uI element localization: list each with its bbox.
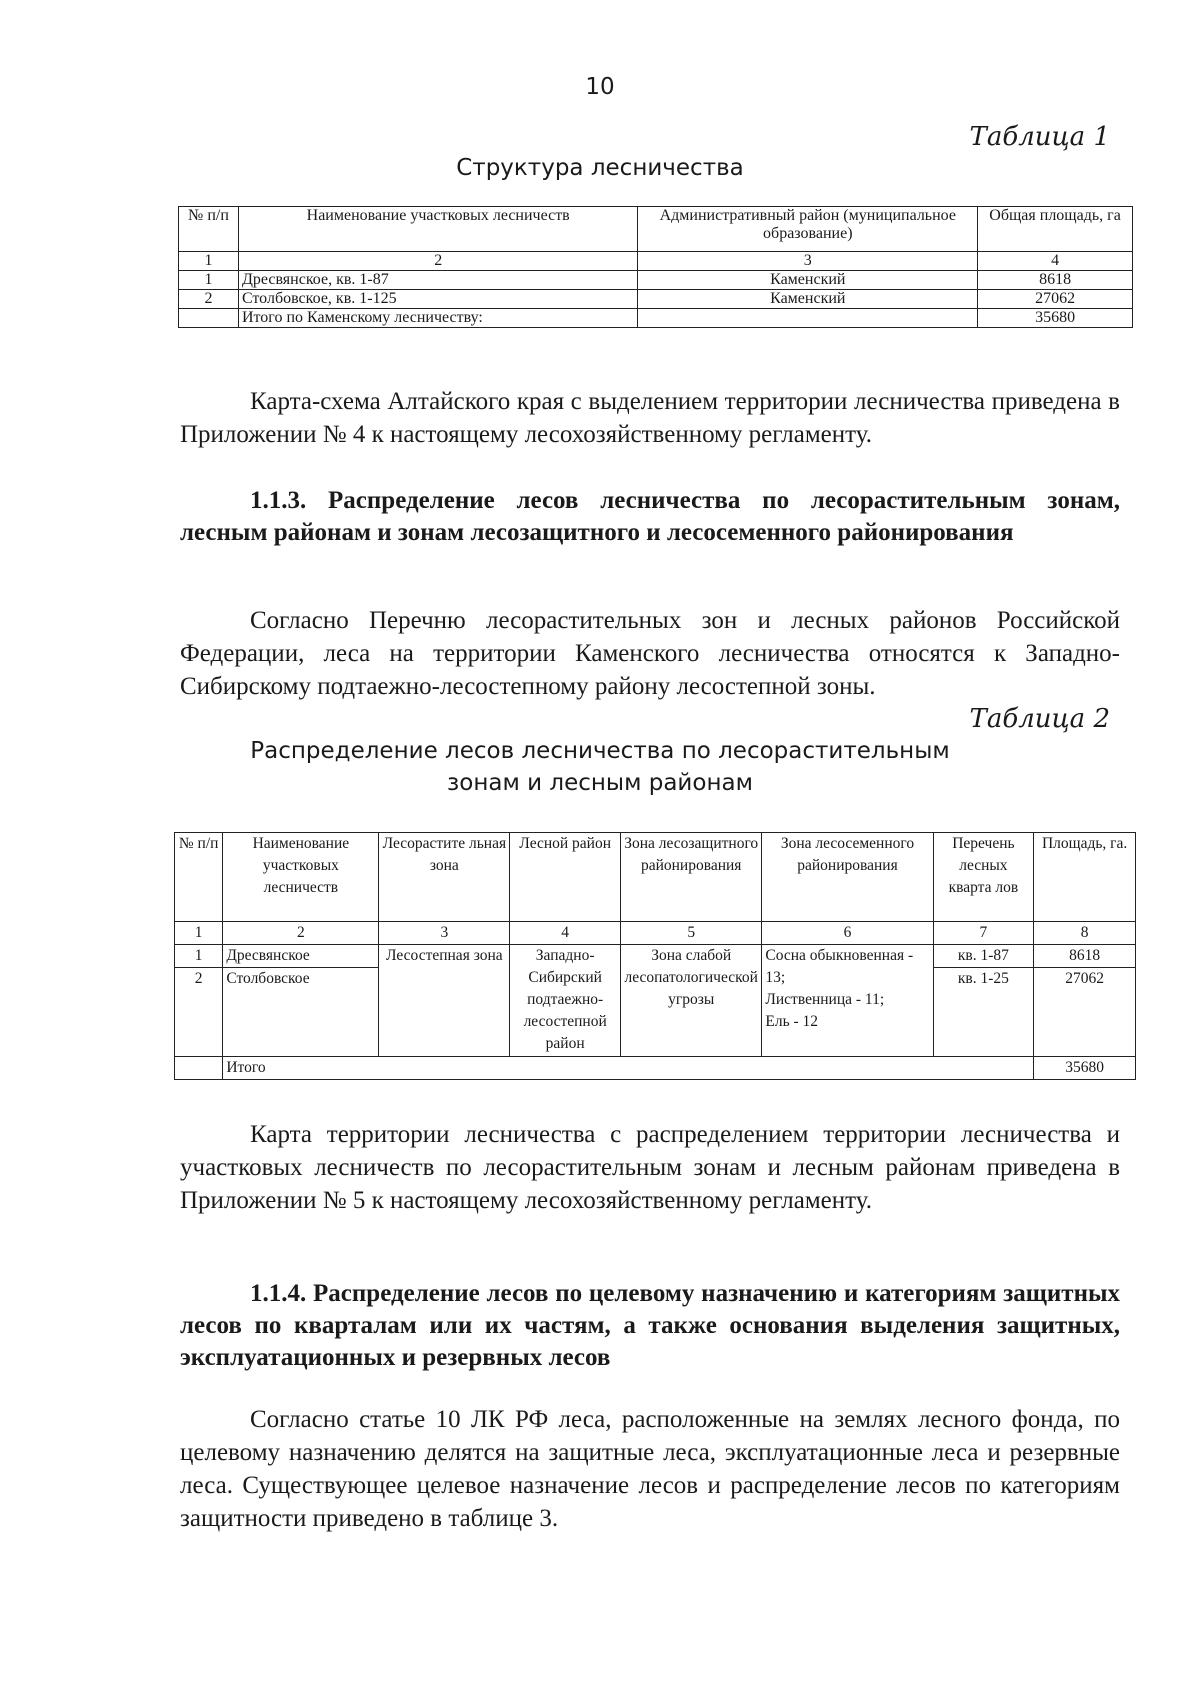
table1-header-area: Общая площадь, га bbox=[978, 207, 1133, 252]
table2-cell-quarters: кв. 1-25 bbox=[933, 968, 1034, 1057]
table2-colnum: 5 bbox=[621, 922, 762, 945]
table2-colnum: 3 bbox=[379, 922, 510, 945]
table2-cell-area: 8618 bbox=[1034, 945, 1136, 968]
table1-header-no: № п/п bbox=[179, 207, 239, 252]
table2-cell-seed bbox=[762, 945, 933, 1057]
paragraph-forest-zones: Согласно Перечню лесорастительных зон и лесных районов Российской Федерации, леса на территории Каменского лесничества относятся к Западно-Сибирскому подтаежно-лесостепному району лесостепной зоны. bbox=[180, 607, 1120, 700]
table2-header-zone: Лесорастите льная зона bbox=[379, 833, 510, 922]
table1-cell-name: Столбовское, кв. 1-125 bbox=[238, 290, 638, 309]
section-heading-1-1-3: 1.1.3. Распределение лесов лесничества по лесорастительным зонам, лесным районам и зонам лесозащитного и лесосеменного районирования bbox=[180, 487, 1120, 546]
table2-cell-protect: Зона слабой лесопатологической угрозы bbox=[621, 945, 762, 1057]
table2-cell-region: Западно-Сибирский подтаежно-лесостепной район bbox=[510, 945, 621, 1057]
table2-seed-line: Ель - 12 bbox=[765, 1013, 819, 1030]
table1-colnum: 1 bbox=[179, 252, 239, 271]
table2 bbox=[174, 832, 1136, 1080]
table1-colnum: 4 bbox=[978, 252, 1133, 271]
table2-colnum: 2 bbox=[223, 922, 379, 945]
table2-total-area: 35680 bbox=[1034, 1057, 1136, 1080]
table2-label: Таблица 2 bbox=[969, 704, 1110, 734]
table1-colnum: 2 bbox=[238, 252, 638, 271]
section-heading-1-1-4: 1.1.4. Распределение лесов по целевому назначению и категориям защитных лесов по кварталам или их частям, а также основания выделения защитных, эксплуатационных и резервных лесов bbox=[180, 1280, 1120, 1371]
table2-total-row bbox=[175, 1057, 1136, 1080]
table2-cell-quarters: кв. 1-87 bbox=[933, 945, 1034, 968]
table2-seed-line: Лиственница - 11; bbox=[765, 991, 885, 1008]
table2-colnum: 4 bbox=[510, 922, 621, 945]
paragraph-map-appendix-5: Карта территории лесничества с распределением территории лесничества и участковых лесничеств по лесорастительным зонам и лесным районам приведена в Приложении № 5 к настоящему лесохозяйственному регламенту. bbox=[180, 1121, 1120, 1214]
table2-header-row bbox=[175, 833, 1136, 922]
table1-total-label: Итого по Каменскому лесничеству: bbox=[238, 309, 638, 328]
table1-cell-area: 27062 bbox=[978, 290, 1133, 309]
table1-header-row bbox=[179, 207, 1133, 252]
table1-cell-area: 8618 bbox=[978, 271, 1133, 290]
table2-seed-line: Сосна обыкновенная - 13; bbox=[765, 947, 914, 986]
table1-header-district: Административный район (муниципальное образование) bbox=[638, 207, 978, 252]
table1-cell-no: 1 bbox=[179, 271, 239, 290]
table2-colnum-row bbox=[175, 922, 1136, 945]
table2-caption-line2: зонам и лесным районам bbox=[447, 770, 753, 796]
table2-cell-no: 2 bbox=[175, 968, 223, 1057]
paragraph-article-10: Согласно статье 10 ЛК РФ леса, расположенные на землях лесного фонда, по целевому назначению делятся на защитные леса, эксплуатационные леса и резервные леса. Существующее целевое назначение лесов и распределение лесов по категориям защитности приведено в таблице 3. bbox=[180, 1406, 1120, 1532]
table1-total-row bbox=[179, 309, 1133, 328]
table1-caption: Структура лесничества bbox=[456, 155, 744, 181]
table2-cell-name: Столбовское bbox=[223, 968, 379, 1057]
table1-total-blank bbox=[179, 309, 239, 328]
paragraph-map-appendix-4: Карта-схема Алтайского края с выделением территории лесничества приведена в Приложении № 4 к настоящему лесохозяйственному регламенту. bbox=[180, 388, 1120, 448]
table1-total-area: 35680 bbox=[978, 309, 1133, 328]
table2-cell-zone: Лесостепная зона bbox=[379, 945, 510, 1057]
table1-colnum: 3 bbox=[638, 252, 978, 271]
table2-total-blank bbox=[175, 1057, 223, 1080]
table1-cell-name: Дресвянское, кв. 1-87 bbox=[238, 271, 638, 290]
table2-total-label: Итого bbox=[223, 1057, 1034, 1080]
table2-cell-no: 1 bbox=[175, 945, 223, 968]
table2-header-quarters: Перечень лесных кварта лов bbox=[933, 833, 1034, 922]
table2-header-name: Наименование участковых лесничеств bbox=[223, 833, 379, 922]
table2-cell-area: 27062 bbox=[1034, 968, 1136, 1057]
table2-caption-line1: Распределение лесов лесничества по лесорастительным bbox=[250, 738, 950, 764]
table2-header-region: Лесной район bbox=[510, 833, 621, 922]
table1-cell-no: 2 bbox=[179, 290, 239, 309]
table1-total-blank bbox=[638, 309, 978, 328]
table2-header-protect: Зона лесозащитного районирования bbox=[621, 833, 762, 922]
table2-colnum: 1 bbox=[175, 922, 223, 945]
page-number: 10 bbox=[585, 74, 615, 100]
table2-cell-name: Дресвянское bbox=[223, 945, 379, 968]
table1-label: Таблица 1 bbox=[969, 122, 1110, 152]
table1-header-name: Наименование участковых лесничеств bbox=[238, 207, 638, 252]
table2-colnum: 8 bbox=[1034, 922, 1136, 945]
table2-header-no: № п/п bbox=[175, 833, 223, 922]
table2-header-area: Площадь, га. bbox=[1034, 833, 1136, 922]
table1-colnum-row bbox=[179, 252, 1133, 271]
table-row bbox=[175, 945, 1136, 968]
table1-cell-district: Каменский bbox=[638, 290, 978, 309]
table1-cell-district: Каменский bbox=[638, 271, 978, 290]
table1 bbox=[178, 206, 1133, 328]
table2-header-seed: Зона лесосеменного районирования bbox=[762, 833, 933, 922]
table2-colnum: 7 bbox=[933, 922, 1034, 945]
table-row bbox=[179, 271, 1133, 290]
table-row bbox=[179, 290, 1133, 309]
table2-colnum: 6 bbox=[762, 922, 933, 945]
